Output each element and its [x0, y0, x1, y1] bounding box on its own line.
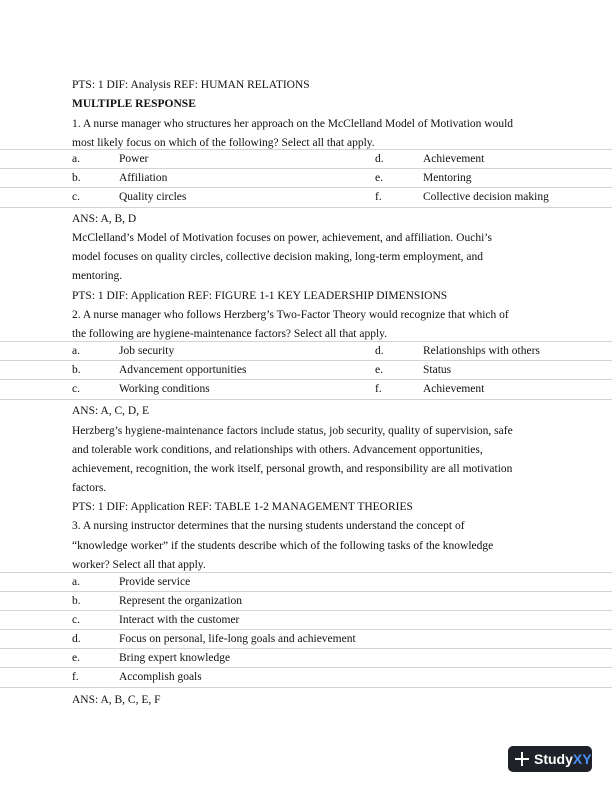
- option-letter: e.: [72, 652, 80, 664]
- option-text: Provide service: [119, 576, 191, 588]
- option-row: [0, 379, 612, 400]
- question-3-text: “knowledge worker” if the students describe which of the following tasks of the knowledge: [72, 540, 494, 552]
- plus-icon: [515, 752, 529, 766]
- pts-line: PTS: 1 DIF: Analysis REF: HUMAN RELATIONS: [72, 79, 310, 91]
- option-row: [0, 187, 612, 208]
- option-text: Interact with the customer: [119, 614, 240, 626]
- option-text: Achievement: [423, 383, 485, 395]
- option-letter: e.: [375, 364, 383, 376]
- pts-line: PTS: 1 DIF: Application REF: TABLE 1-2 MANAGEMENT THEORIES: [72, 501, 413, 513]
- option-text: Bring expert knowledge: [119, 652, 231, 664]
- option-letter: d.: [375, 345, 384, 357]
- option-row: [0, 648, 612, 668]
- option-text: Advancement opportunities: [119, 364, 247, 376]
- rationale-text: mentoring.: [72, 270, 123, 282]
- option-letter: c.: [72, 383, 80, 395]
- rationale-text: and tolerable work conditions, and relationships with others. Advancement opportunities,: [72, 444, 483, 456]
- option-text: Job security: [119, 345, 175, 357]
- option-letter: f.: [375, 383, 382, 395]
- option-letter: c.: [72, 614, 80, 626]
- brand-name: [534, 751, 592, 767]
- option-row: [0, 149, 612, 169]
- option-letter: a.: [72, 345, 80, 357]
- rationale-text: model focuses on quality circles, collective decision making, long-term employment, and: [72, 251, 484, 263]
- option-row: [0, 667, 612, 688]
- option-letter: b.: [72, 364, 81, 376]
- option-letter: a.: [72, 576, 80, 588]
- option-row: [0, 629, 612, 649]
- question-3-text: 3. A nursing instructor determines that the nursing students understand the concept of: [72, 520, 465, 532]
- answer-line: ANS: A, C, D, E: [72, 405, 149, 417]
- option-text: Power: [119, 153, 149, 165]
- question-1-text: 1. A nurse manager who structures her approach on the McClelland Model of Motivation would: [72, 118, 514, 130]
- option-letter: b.: [72, 172, 81, 184]
- option-row: [0, 341, 612, 361]
- option-text: Mentoring: [423, 172, 472, 184]
- option-row: [0, 591, 612, 611]
- rationale-text: achievement, recognition, the work itself, personal growth, and responsibility are all motivation: [72, 463, 513, 475]
- option-row: [0, 360, 612, 380]
- option-letter: f.: [375, 191, 382, 203]
- option-letter: c.: [72, 191, 80, 203]
- pts-line: PTS: 1 DIF: Application REF: FIGURE 1-1 KEY LEADERSHIP DIMENSIONS: [72, 290, 448, 302]
- option-letter: e.: [375, 172, 383, 184]
- answer-line: ANS: A, B, D: [72, 213, 137, 225]
- studyxy-badge[interactable]: [508, 746, 592, 772]
- option-row: [0, 572, 612, 592]
- brand-accent: XY: [572, 751, 592, 767]
- option-text: Affiliation: [119, 172, 168, 184]
- question-1-text: most likely focus on which of the following? Select all that apply.: [72, 137, 375, 149]
- option-text: Focus on personal, life-long goals and achievement: [119, 633, 356, 645]
- question-3-text: worker? Select all that apply.: [72, 559, 206, 571]
- option-text: Achievement: [423, 153, 485, 165]
- option-letter: f.: [72, 671, 79, 683]
- option-row: [0, 168, 612, 188]
- brand-main: Study: [534, 751, 573, 767]
- rationale-text: Herzberg’s hygiene-maintenance factors include status, job security, quality of supervision, safe: [72, 425, 513, 437]
- option-text: Collective decision making: [423, 191, 549, 203]
- option-letter: a.: [72, 153, 80, 165]
- option-letter: d.: [375, 153, 384, 165]
- option-letter: d.: [72, 633, 81, 645]
- rationale-text: factors.: [72, 482, 107, 494]
- answer-line: ANS: A, B, C, E, F: [72, 694, 161, 706]
- option-text: Quality circles: [119, 191, 187, 203]
- section-heading: MULTIPLE RESPONSE: [72, 98, 196, 110]
- option-text: Accomplish goals: [119, 671, 202, 683]
- question-2-text: 2. A nurse manager who follows Herzberg’s Two-Factor Theory would recognize that which of: [72, 309, 509, 321]
- option-text: Status: [423, 364, 452, 376]
- option-row: [0, 610, 612, 630]
- option-text: Represent the organization: [119, 595, 243, 607]
- option-text: Relationships with others: [423, 345, 540, 357]
- question-2-text: the following are hygiene-maintenance factors? Select all that apply.: [72, 328, 388, 340]
- option-letter: b.: [72, 595, 81, 607]
- option-text: Working conditions: [119, 383, 210, 395]
- rationale-text: McClelland’s Model of Motivation focuses on power, achievement, and affiliation. Ouchi’s: [72, 232, 492, 244]
